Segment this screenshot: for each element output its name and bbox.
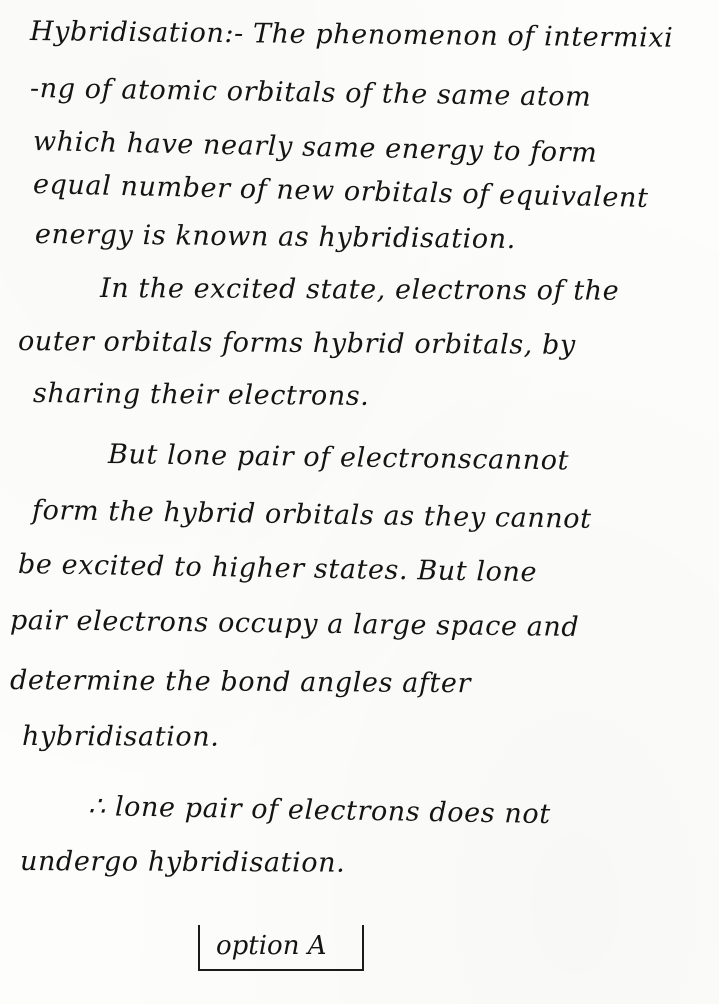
note-line-9: But lone pair of electronscannot bbox=[107, 439, 570, 477]
note-line-6: In the excited state, electrons of the bbox=[99, 273, 620, 307]
note-line-2: -ng of atomic orbitals of the same atom bbox=[29, 73, 592, 113]
note-line-13: determine the bond angles after bbox=[9, 665, 472, 700]
answer-text: option A bbox=[216, 931, 327, 961]
note-line-14: hybridisation. bbox=[21, 721, 220, 753]
note-line-10: form the hybrid orbitals as they cannot bbox=[31, 495, 592, 535]
note-line-12: pair electrons occupy a large space and bbox=[9, 605, 580, 643]
answer-box bbox=[198, 925, 364, 971]
note-line-3: which have nearly same energy to form bbox=[32, 126, 598, 169]
note-line-4: equal number of new orbitals of equivalent bbox=[32, 169, 649, 214]
note-line-1: Hybridisation:- The phenomenon of intermixi bbox=[29, 16, 674, 54]
note-line-5: energy is known as hybridisation. bbox=[34, 219, 517, 256]
note-line-11: be excited to higher states. But lone bbox=[17, 549, 538, 589]
note-line-8: sharing their electrons. bbox=[32, 378, 370, 412]
note-line-7: outer orbitals forms hybrid orbitals, by bbox=[17, 326, 576, 361]
note-line-15: ∴ lone pair of electrons does not bbox=[87, 791, 551, 831]
note-line-16: undergo hybridisation. bbox=[19, 846, 346, 879]
